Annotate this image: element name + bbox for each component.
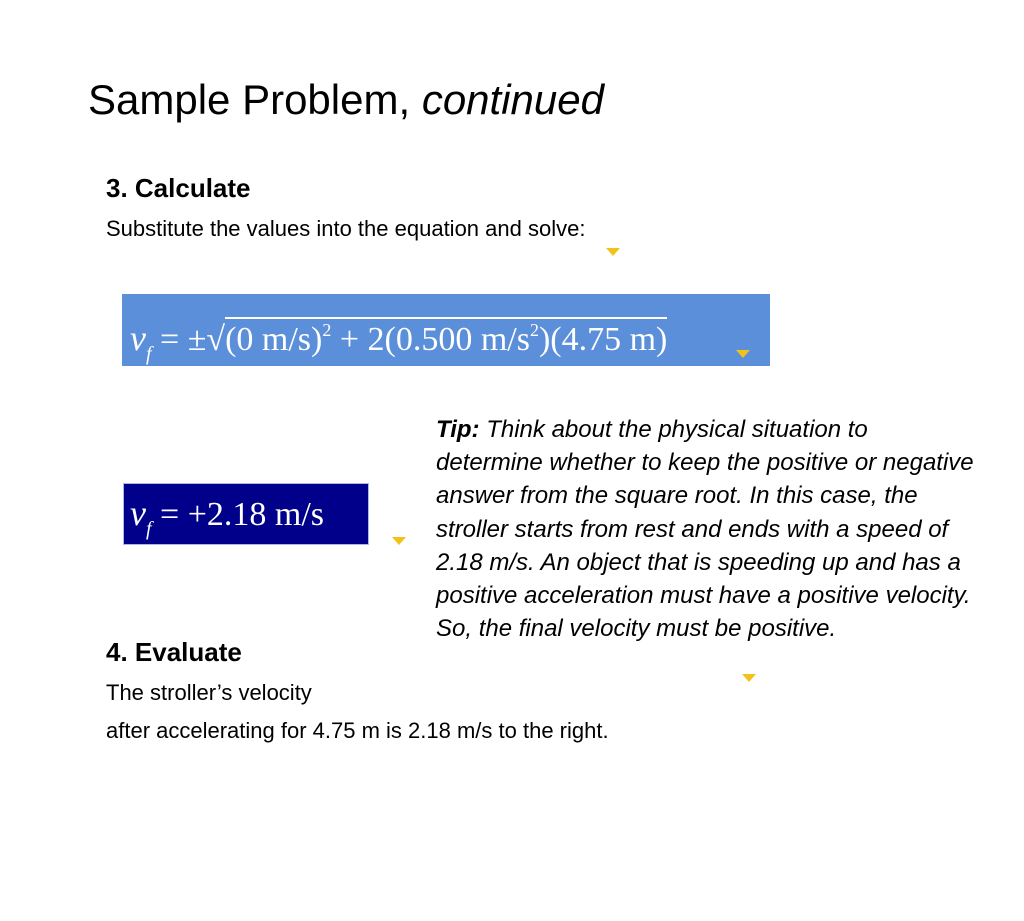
marker-icon xyxy=(742,674,756,682)
step4-heading: 4. Evaluate xyxy=(106,637,242,667)
title-main: Sample Problem, xyxy=(88,76,422,123)
marker-icon xyxy=(606,248,620,256)
equation-subscript: f xyxy=(145,343,152,365)
marker-icon xyxy=(392,537,406,545)
result-subscript: f xyxy=(145,518,152,540)
radicand xyxy=(225,317,667,358)
result-box xyxy=(123,483,369,545)
tip-paragraph xyxy=(436,413,981,645)
equation-equals: = ± xyxy=(151,321,207,358)
result-value: = +2.18 m/s xyxy=(151,496,325,533)
tip-label: Tip: xyxy=(436,416,480,443)
equation-part3: )(4.75 m) xyxy=(538,321,668,358)
step3-text: Substitute the values into the equation and solve: xyxy=(106,216,586,241)
tip-text: Think about the physical situation to determine whether to keep the positive or negative answer from the square root. In this case, the stroller starts from rest and ends with a speed of 2.18 m/s. An object that is speeding up and has a positive acceleration must have a positive velocity. So, the final velocity must be positive. xyxy=(436,416,974,643)
step4-line2: after accelerating for 4.75 m is 2.18 m/s to the right. xyxy=(106,718,609,743)
title-emphasis: continued xyxy=(421,76,604,123)
slide-title xyxy=(88,72,604,128)
equation-box xyxy=(122,294,770,366)
radical-sign: √ xyxy=(206,321,226,358)
result-variable: v xyxy=(130,493,146,533)
equation-part2: + 2(0.500 m/s xyxy=(331,321,530,358)
equation-exp1: 2 xyxy=(322,320,332,340)
equation-exp2: 2 xyxy=(529,320,539,340)
marker-icon xyxy=(736,350,750,358)
step3-heading: 3. Calculate xyxy=(106,173,251,203)
equation-variable: v xyxy=(130,318,146,358)
step4-line1: The stroller’s velocity xyxy=(106,680,312,705)
equation-part1: (0 m/s) xyxy=(225,321,323,358)
